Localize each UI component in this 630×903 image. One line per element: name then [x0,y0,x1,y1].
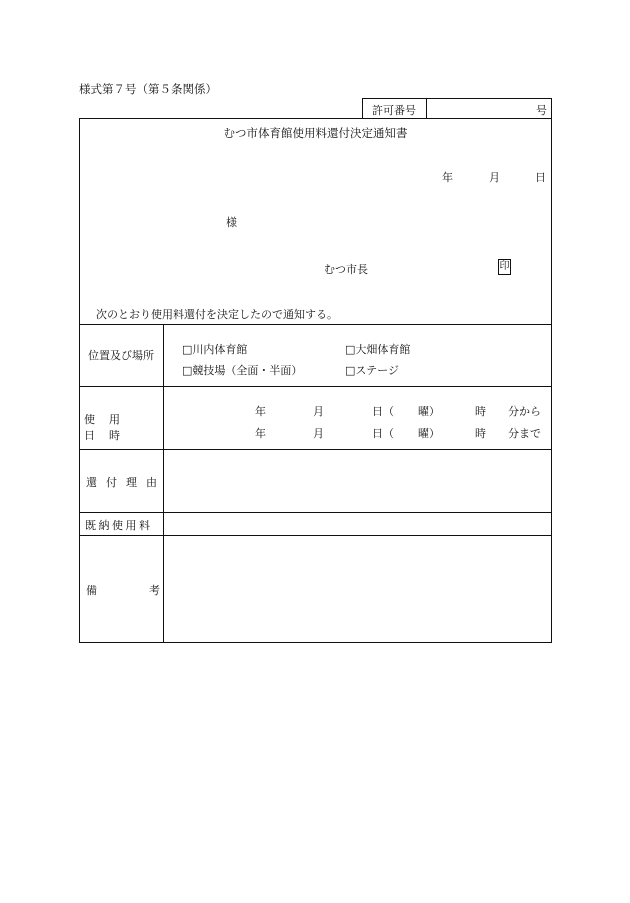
end-year: 年 [255,427,266,440]
start-hour: 時 [475,405,486,418]
end-month: 月 [313,427,324,440]
issuer-name: むつ市長 [324,263,368,276]
location-option-ohata[interactable]: □大畑体育館 [345,343,411,356]
form-number: 様式第７号（第５条関係） [79,82,217,96]
start-weekday: 曜） [418,405,440,418]
location-label: 位置及び場所 [88,349,154,362]
usage-datetime-label-text: 使用日時 [84,413,134,442]
location-option-stage[interactable]: □ステージ [345,364,399,377]
remarks-field[interactable] [165,537,550,641]
end-weekday: 曜） [418,427,440,440]
start-year: 年 [255,405,266,418]
remarks-label: 備考 [86,584,212,597]
row-divider [79,535,552,536]
end-hour: 時 [475,427,486,440]
paid-fee-field[interactable] [165,514,550,533]
end-minute: 分まで [508,427,541,440]
recipient-suffix: 様 [226,216,237,229]
permit-number-suffix: 号 [536,104,547,117]
location-option-arena[interactable]: □競技場（全面・半面） [182,364,303,377]
date-day: 日 [535,171,546,184]
end-day: 日（ [372,427,394,440]
location-option-kawauchi[interactable]: □川内体育館 [182,343,248,356]
recipient-name-field[interactable] [96,210,224,230]
paid-fee-label: 既納使用料 [85,519,153,532]
start-day: 日（ [372,405,394,418]
usage-datetime-label [84,411,156,443]
row-divider [79,512,552,513]
seal-stamp: 印 [498,259,511,275]
row-divider [79,324,552,325]
date-month: 月 [489,171,500,184]
intro-text: 次のとおり使用料還付を決定したので通知する。 [96,308,338,321]
form-title: むつ市体育館使用料還付決定通知書 [223,126,408,140]
permit-number-label: 許可番号 [372,104,416,117]
row-divider [79,386,552,387]
refund-reason-label: 還付理由 [86,476,166,489]
date-year: 年 [442,171,453,184]
start-month: 月 [313,405,324,418]
permit-number-field[interactable] [426,99,544,118]
start-minute: 分から [508,405,541,418]
row-divider [79,449,552,450]
refund-reason-field[interactable] [165,451,550,510]
